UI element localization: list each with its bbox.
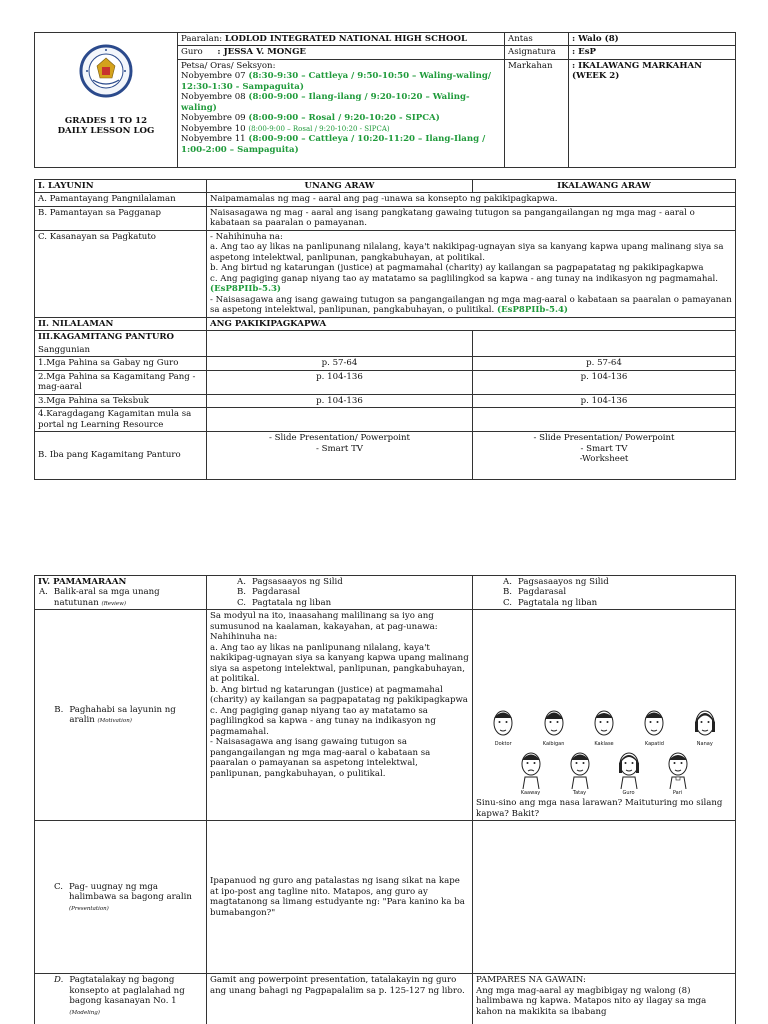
nilalaman-label: II. NILALAMAN — [35, 317, 207, 330]
person-face-icon — [517, 749, 545, 789]
motivation-day1: Sa modyul na ito, inaasahang malilinang sa iyo ang sumusunod na kaalaman, kakayahan, at pag-unawa: Nahihinuha na: a. Ang tao ay likas na panlipunang nilalang, kaya't nakikipag-ugnayan siya sa kanyang kapwa upang malinang siya sa aspetong intelektwal, panlipunan, pangkabuhayan, at politikal. b. Ang birtud ng katarungan (justice) at pagmamahal (charity) ay kailangan sa pagpapatatag ng pakikipagkapwa c. Ang pagiging ganap niyang tao ay matatamo sa paglilingkod sa kapwa - ang tunay na indikasyon ng pagmamahal. - Naisasagawa ang isang gawaing tutugon sa pangangailangan ng mga mag-aaral o kabataan sa paaralan o pamayanan sa aspetong intelektwal, panlipunan, pangkabuhayan, o pulitikal. — [207, 610, 473, 821]
competency-line: c. Ang pagiging ganap niyang tao ay matatamo sa paglilingkod sa kapwa - ang tunay na indikasyon ng pagmamahal. — [210, 273, 719, 284]
content-standard-text: Naipamamalas ng mag - aaral ang pag -unawa sa konsepto ng pakikipagkapwa. — [207, 193, 736, 206]
competency-code: (EsP8PIIb-5.3) — [210, 284, 281, 295]
kagamitan-label: III.KAGAMITANG PANTURO — [35, 331, 207, 344]
review-item: A. Balik-aral sa mga unang natutunan (Review) — [38, 587, 160, 608]
objectives-table — [34, 179, 736, 480]
competency-line: - Nahihinuha na: — [210, 231, 283, 242]
teacher-guide-label: 1.Mga Pahina sa Gabay ng Guro — [35, 357, 207, 370]
person-face-icon — [640, 706, 668, 740]
teacher-guide-day1: p. 57-64 — [207, 357, 473, 370]
pamamaraan-heading: IV. PAMAMARAAN — [38, 577, 127, 587]
competency-line: b. Ang birtud ng katarungan (justice) at pagmamahal (charity) ay kailangan sa pagpapatatag ng pakikipagkapwa — [210, 263, 704, 274]
schedule-line: Nobyembre 07 (8:30-9:30 – Cattleya / 9:50-10:50 – Waling-waling/ 12:30-1:30 - Sampaguita) — [181, 71, 492, 92]
day1-heading: UNANG ARAW — [207, 180, 473, 193]
other-materials-day1: - Slide Presentation/ Powerpoint - Smart TV — [207, 432, 473, 480]
empty-cell — [473, 331, 736, 357]
school-seal-icon — [79, 44, 133, 98]
subject-label: Asignatura — [505, 46, 569, 59]
modeling-label-cell: D. Pagtatalakay ng bagong konsepto at paglalahad ng bagong kasanayan No. 1 (Modeling) — [35, 974, 207, 1024]
modeling-label: Pagtatalakay ng bagong konsepto at paglalahad ng bagong kasanayan No. 1 — [69, 975, 185, 1007]
textbook-label: 3.Mga Pahina sa Teksbuk — [35, 394, 207, 407]
face-figure: Pari — [653, 749, 702, 796]
schedule-line: Nobyembre 08 (8:00-9:00 – Ilang-ilang / 9:20-10:20 – Waling-waling) — [181, 92, 470, 113]
review-tag: (Review) — [101, 600, 126, 607]
schedule-line: Nobyembre 11 (8:00-9:00 – Cattleya / 10:20-11:20 – Ilang-Ilang / 1:00-2:00 – Sampaguita) — [181, 134, 486, 155]
competency-line: a. Ang tao ay likas na panlipunang nilalang, kaya't nakikipag-ugnayan siya sa kanyang kapwa upang malinang siya sa aspetong intelektwal, panlipunan, pangkabuhayan, at politikal. — [210, 242, 724, 263]
person-face-icon — [566, 749, 594, 789]
competency-label: C. Kasanayan sa Pagkatuto — [35, 230, 207, 317]
school-label: Paaralan: — [181, 34, 223, 44]
face-figure: Kapatid — [629, 706, 679, 747]
presentation-label-cell: C. Pag- uugnay ng mga halimbawa sa bagong aralin (Presentation) — [35, 821, 207, 974]
nilalaman-text: ANG PAKIKIPAGKAPWA — [207, 317, 736, 330]
layunin-heading: I. LAYUNIN — [35, 180, 207, 193]
performance-standard-label: B. Pamantayan sa Pagganap — [35, 206, 207, 230]
modeling-day1: Gamit ang powerpoint presentation, tatalakayin ng guro ang unang bahagi ng Pagpapalalim sa p. 125-127 ng libro. — [207, 974, 473, 1024]
competency-text — [207, 230, 736, 317]
face-figure: Guro — [604, 749, 653, 796]
procedure-table — [34, 575, 736, 1024]
header-table — [34, 32, 736, 168]
learner-material-label: 2.Mga Pahina sa Kagamitang Pang - mag-aaral — [35, 370, 207, 394]
review-label-cell — [35, 576, 207, 610]
teacher-label: Guro — [181, 47, 203, 58]
schedule-label: Petsa/ Oras/ Seksyon: — [181, 60, 276, 71]
logo-cell — [35, 33, 178, 168]
modeling-day2: PAMPARES NA GAWAIN: Ang mga mag-aaral ay magbibigay ng walong (8) halimbawa ng kapwa. Matapos nito ay ilagay sa mga kahon na makikita sa ibabang — [473, 974, 736, 1024]
lr-portal-label: 4.Karagdagang Kagamitan mula sa portal ng Learning Resource — [35, 408, 207, 432]
quarter-label: Markahan — [505, 59, 569, 167]
grade-value: : Walo (8) — [569, 33, 736, 46]
performance-standard-text: Naisasagawa ng mag - aaral ang isang pangkatang gawaing tutugon sa pangangailangan ng mga mag - aaral o kabataan sa paaralan o pamayanan. — [207, 206, 736, 230]
school-cell — [178, 33, 505, 46]
other-materials-day2: - Slide Presentation/ Powerpoint - Smart TV -Worksheet — [473, 432, 736, 480]
motivation-day2 — [473, 610, 736, 821]
teacher-guide-day2: p. 57-64 — [473, 357, 736, 370]
kapwa-faces-row2 — [476, 749, 732, 798]
presentation-day1: Ipapanuod ng guro ang patalastas ng isang sikat na kape at ipo-post ang tagline nito. Matapos, ang guro ay magtatanong sa limang estudyante ng: "Para kanino ka ba bumabangon?" — [207, 821, 473, 974]
empty-cell — [473, 408, 736, 432]
face-figure: Kaibigan — [528, 706, 578, 747]
person-face-icon — [540, 706, 568, 740]
person-face-icon — [489, 706, 517, 740]
schedule-cell — [178, 59, 505, 167]
teacher-cell — [178, 46, 505, 59]
content-standard-label: A. Pamantayang Pangnilalaman — [35, 193, 207, 206]
person-face-icon — [590, 706, 618, 740]
person-face-icon — [691, 706, 719, 740]
review-day1: A. Pagsasaayos ng Silid B. Pagdarasal C. Pagtatala ng liban — [207, 576, 473, 610]
modeling-tag: (Modeling) — [69, 1009, 100, 1016]
review-label: Balik-aral sa mga unang natutunan — [53, 587, 160, 608]
face-figure: Kaaway — [506, 749, 555, 796]
learner-material-day2: p. 104-136 — [473, 370, 736, 394]
face-figure: Doktor — [478, 706, 528, 747]
empty-cell — [207, 408, 473, 432]
textbook-day1: p. 104-136 — [207, 394, 473, 407]
grade-label: Antas — [505, 33, 569, 46]
kapwa-faces-row1 — [476, 702, 732, 749]
face-figure: Nanay — [680, 706, 730, 747]
person-face-icon — [615, 749, 643, 789]
log-title: GRADES 1 TO 12 DAILY LESSON LOG — [57, 116, 155, 137]
motivation-tag: (Motivation) — [97, 718, 132, 725]
competency-line: - Naisasagawa ang isang gawaing tutugon sa pangangailangan ng mga mag-aaral o kabataan sa paaralan o pamayanan sa aspetong intelektwal, panlipunan, pangkabuhayan, o pulitikal. — [210, 294, 732, 316]
empty-cell — [207, 331, 473, 357]
presentation-tag: (Presentation) — [69, 905, 109, 912]
day2-heading: IKALAWANG ARAW — [473, 180, 736, 193]
motivation-label-cell: B. Paghahabi sa layunin ng aralin (Motivation) — [35, 610, 207, 821]
textbook-day2: p. 104-136 — [473, 394, 736, 407]
quarter-value: : IKALAWANG MARKAHAN (WEEK 2) — [569, 59, 736, 167]
motivation-question: Sinu-sino ang mga nasa larawan? Maituturing mo silang kapwa? Bakit? — [476, 798, 723, 819]
person-face-icon — [664, 749, 692, 789]
other-materials-label: B. Iba pang Kagamitang Panturo — [35, 432, 207, 480]
motivation-label: Paghahabi sa layunin ng aralin — [69, 704, 176, 726]
schedule-line: Nobyembre 10 (8:00-9:00 – Rosal / 9:20-10:20 - SIPCA) — [181, 123, 390, 134]
competency-code: (EsP8PIIb-5.4) — [497, 305, 568, 316]
subject-value: : EsP — [569, 46, 736, 59]
face-figure: Kaklase — [579, 706, 629, 747]
review-day2: A. Pagsasaayos ng Silid B. Pagdarasal C. Pagtatala ng liban — [473, 576, 736, 610]
learner-material-day1: p. 104-136 — [207, 370, 473, 394]
schedule-line: Nobyembre 09 (8:00-9:00 – Rosal / 9:20-10:20 - SIPCA) — [181, 113, 440, 124]
teacher-name: : JESSA V. MONGE — [217, 47, 306, 58]
presentation-day2 — [473, 821, 736, 974]
presentation-label: Pag- uugnay ng mga halimbawa sa bagong aralin — [69, 881, 192, 903]
school-name: LODLOD INTEGRATED NATIONAL HIGH SCHOOL — [224, 34, 468, 44]
face-figure: Tatay — [555, 749, 604, 796]
sanggunian-label: Sanggunian — [35, 344, 207, 357]
